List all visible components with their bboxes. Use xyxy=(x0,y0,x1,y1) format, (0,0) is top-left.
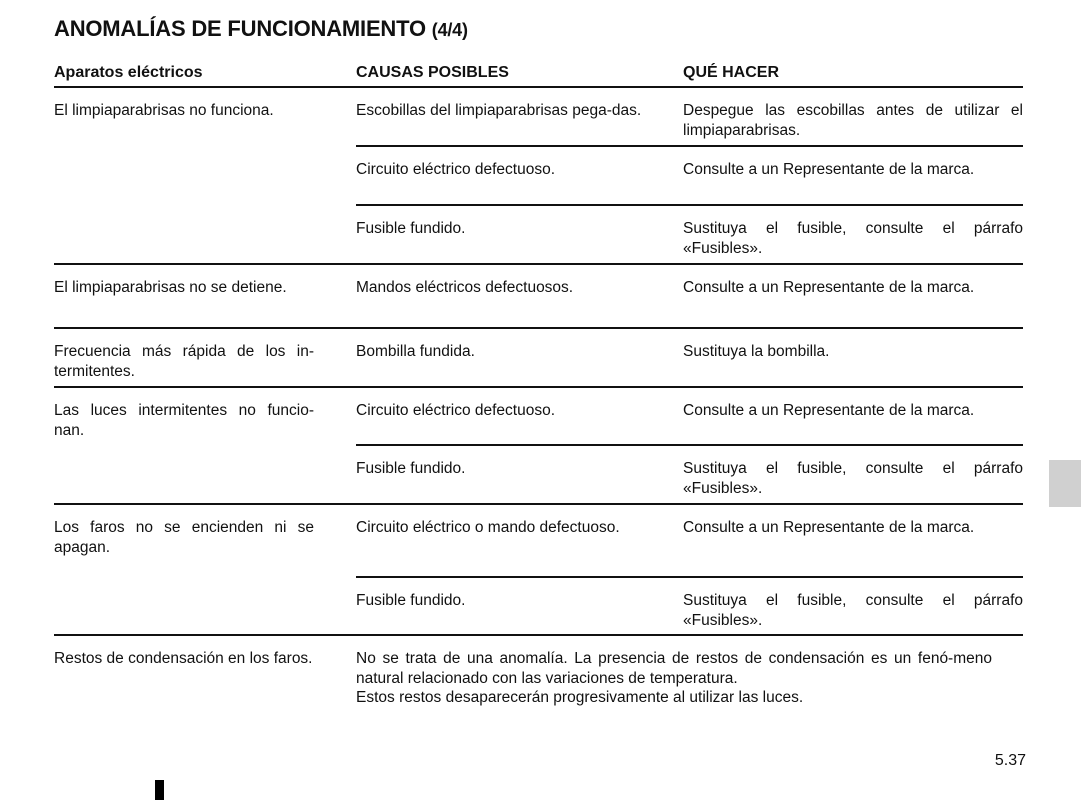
group-divider xyxy=(54,327,1023,329)
row-1-cause: Escobillas del limpiaparabrisas pega-das. xyxy=(356,102,642,119)
group-divider xyxy=(54,634,1023,636)
group-divider xyxy=(54,263,1023,265)
row-divider xyxy=(356,145,1023,147)
row-10-note: No se trata de una anomalía. La presencia de restos de condensación es un fenó-meno natural relacionado con las variaciones de temperatura. xyxy=(356,650,992,687)
row-2-action: Consulte a un Representante de la marca. xyxy=(683,161,975,178)
column-header-causes: CAUSAS POSIBLES xyxy=(356,64,509,81)
row-4-device: El limpiaparabrisas no se detiene. xyxy=(54,279,287,296)
row-6-action: Consulte a un Representante de la marca. xyxy=(683,402,975,419)
row-divider xyxy=(356,576,1023,578)
row-4-cause: Mandos eléctricos defectuosos. xyxy=(356,279,574,296)
page-title-text: ANOMALÍAS DE FUNCIONAMIENTO xyxy=(54,16,426,41)
row-4-action: Consulte a un Representante de la marca. xyxy=(683,279,975,296)
row-3-action: Sustituya el fusible, consulte el párrafo «Fusibles». xyxy=(683,220,1023,257)
group-divider xyxy=(54,386,1023,388)
row-6-cause: Circuito eléctrico defectuoso. xyxy=(356,402,556,419)
row-10-note-continued: Estos restos desaparecerán progresivamente al utilizar las luces. xyxy=(356,689,804,706)
column-header-devices: Aparatos eléctricos xyxy=(54,64,203,81)
header-rule xyxy=(54,86,1023,88)
row-5-cause: Bombilla fundida. xyxy=(356,343,475,360)
row-9-cause: Fusible fundido. xyxy=(356,592,466,609)
page-title xyxy=(54,16,468,42)
page-title-suffix: (4/4) xyxy=(431,20,468,40)
row-divider xyxy=(356,204,1023,206)
row-5-action: Sustituya la bombilla. xyxy=(683,343,830,360)
row-8-device: Los faros no se encienden ni se apagan. xyxy=(54,519,314,556)
column-header-actions: QUÉ HACER xyxy=(683,64,780,81)
row-7-cause: Fusible fundido. xyxy=(356,460,466,477)
row-10-device: Restos de condensación en los faros. xyxy=(54,650,313,667)
section-tab-marker xyxy=(1049,460,1081,507)
row-8-action: Consulte a un Representante de la marca. xyxy=(683,519,975,536)
row-7-action: Sustituya el fusible, consulte el párrafo «Fusibles». xyxy=(683,460,1023,497)
row-divider xyxy=(356,444,1023,446)
row-2-cause: Circuito eléctrico defectuoso. xyxy=(356,161,556,178)
print-crop-marker xyxy=(155,780,164,800)
row-6-device: Las luces intermitentes no funcio-nan. xyxy=(54,402,314,439)
page-number: 5.37 xyxy=(994,752,1026,769)
row-8-cause: Circuito eléctrico o mando defectuoso. xyxy=(356,519,620,536)
row-1-device: El limpiaparabrisas no funciona. xyxy=(54,102,274,119)
row-1-action: Despegue las escobillas antes de utilizar el limpiaparabrisas. xyxy=(683,102,1023,139)
row-5-device: Frecuencia más rápida de los in-termitentes. xyxy=(54,343,314,380)
group-divider xyxy=(54,503,1023,505)
row-3-cause: Fusible fundido. xyxy=(356,220,466,237)
row-9-action: Sustituya el fusible, consulte el párrafo «Fusibles». xyxy=(683,592,1023,629)
